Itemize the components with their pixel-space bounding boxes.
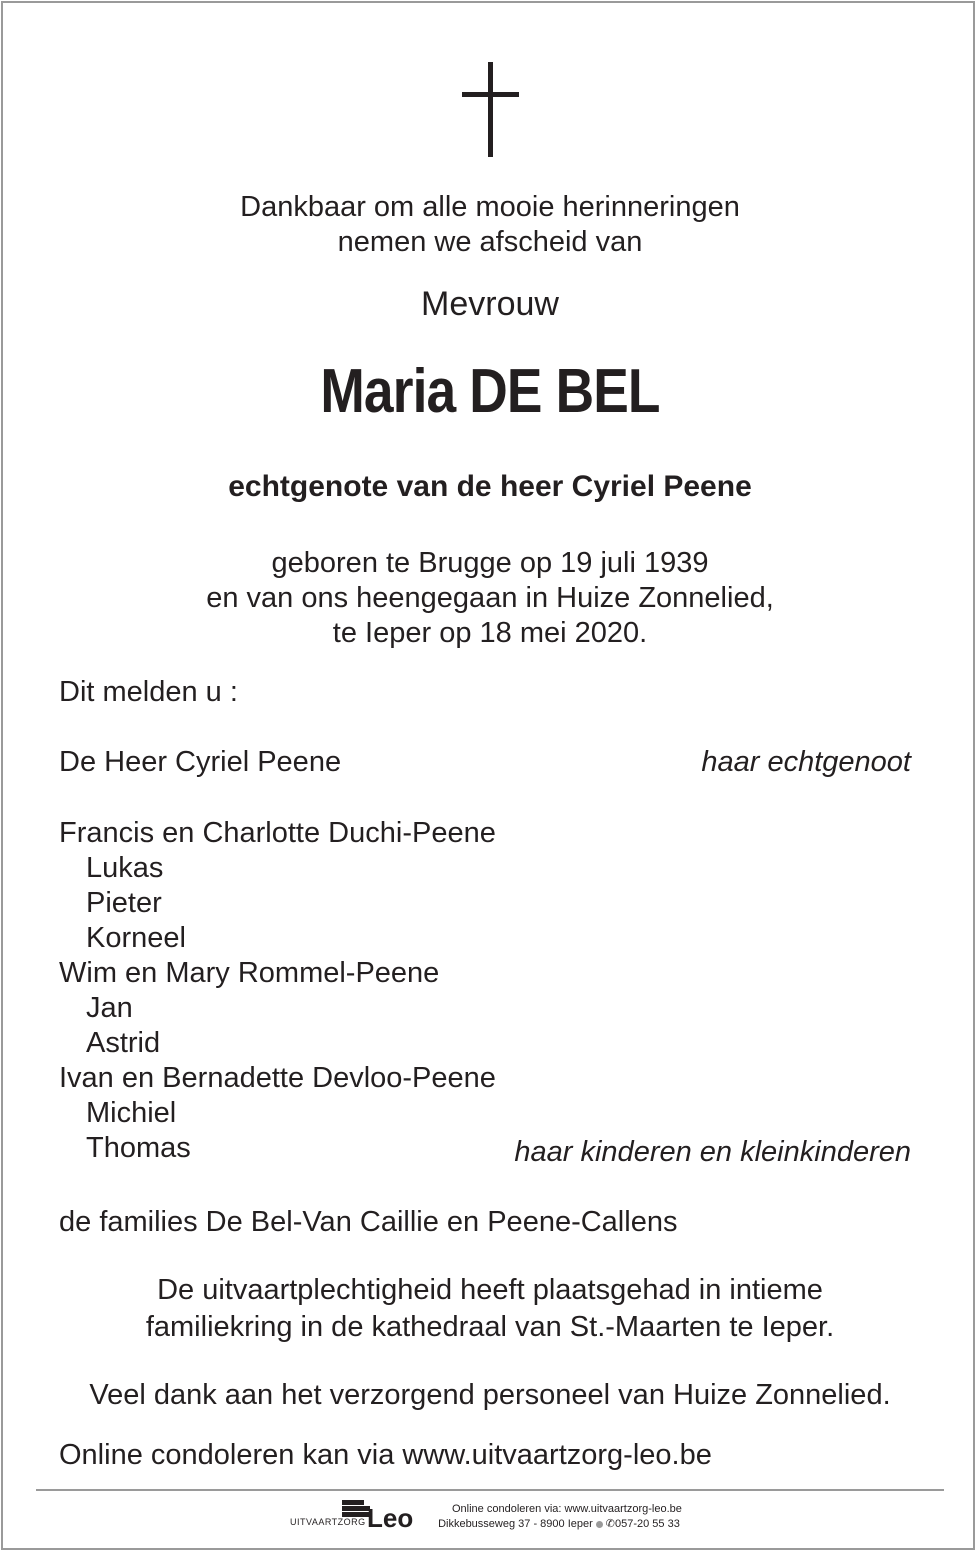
grandchild: Thomas [86, 1132, 191, 1164]
grandchild: Korneel [86, 922, 186, 954]
deceased-name: Maria DE BEL [320, 357, 660, 426]
announce-label: Dit melden u : [59, 676, 238, 708]
intro-text [0, 190, 980, 260]
cross-icon [488, 62, 493, 157]
logo-name: Leo [367, 1503, 414, 1533]
online-condolence: Online condoleren kan via www.uitvaartzorg-leo.be [59, 1439, 712, 1471]
child-family: Ivan en Bernadette Devloo-Peene [59, 1062, 496, 1094]
children-list [59, 816, 496, 1166]
birth-death-info [0, 546, 980, 651]
logo-prefix: UITVAARTZORG [290, 1517, 366, 1527]
footer-divider [36, 1489, 944, 1491]
thanks-line: Veel dank aan het verzorgend personeel van Huize Zonnelied. [89, 1379, 891, 1411]
grandchild: Michiel [86, 1097, 177, 1129]
child-family: Wim en Mary Rommel-Peene [59, 957, 440, 989]
funeral-info [0, 1272, 980, 1346]
child-family: Francis en Charlotte Duchi-Peene [59, 817, 496, 849]
footer-online: Online condoleren via: www.uitvaartzorg-leo.be [452, 1503, 682, 1515]
spouse-entry-name: De Heer Cyriel Peene [59, 746, 342, 778]
birth-line: geboren te Brugge op 19 juli 1939 [271, 547, 709, 579]
death-place-line: te Ieper op 18 mei 2020. [332, 617, 648, 649]
deceased-title: Mevrouw [421, 285, 559, 323]
intro-line-2: nemen we afscheid van [337, 226, 643, 258]
families-line: de families De Bel-Van Caillie en Peene-Callens [59, 1206, 678, 1238]
logo-mark-icon [342, 1500, 370, 1516]
footer-contact [436, 1502, 682, 1532]
spouse-line: echtgenote van de heer Cyriel Peene [228, 470, 752, 503]
grandchild: Pieter [86, 887, 162, 919]
grandchild: Astrid [86, 1027, 161, 1059]
children-relation: haar kinderen en kleinkinderen [514, 1136, 911, 1168]
separator-dot [596, 1521, 603, 1528]
cross-icon-bar [462, 92, 519, 97]
grandchild: Lukas [86, 852, 164, 884]
grandchild: Jan [86, 992, 133, 1024]
death-line: en van ons heengegaan in Huize Zonnelied, [206, 582, 774, 614]
intro-line-1: Dankbaar om alle mooie herinneringen [240, 191, 740, 223]
spouse-entry-relation: haar echtgenoot [701, 746, 911, 778]
funeral-line-2: familiekring in de kathedraal van St.-Maarten te Ieper. [145, 1311, 835, 1343]
footer-phone: ✆057-20 55 33 [605, 1518, 680, 1530]
funeral-line-1: De uitvaartplechtigheid heeft plaatsgehad in intieme [157, 1274, 823, 1306]
footer-address-phone [436, 1517, 682, 1532]
footer-address: Dikkebusseweg 37 - 8900 Ieper [438, 1518, 593, 1530]
